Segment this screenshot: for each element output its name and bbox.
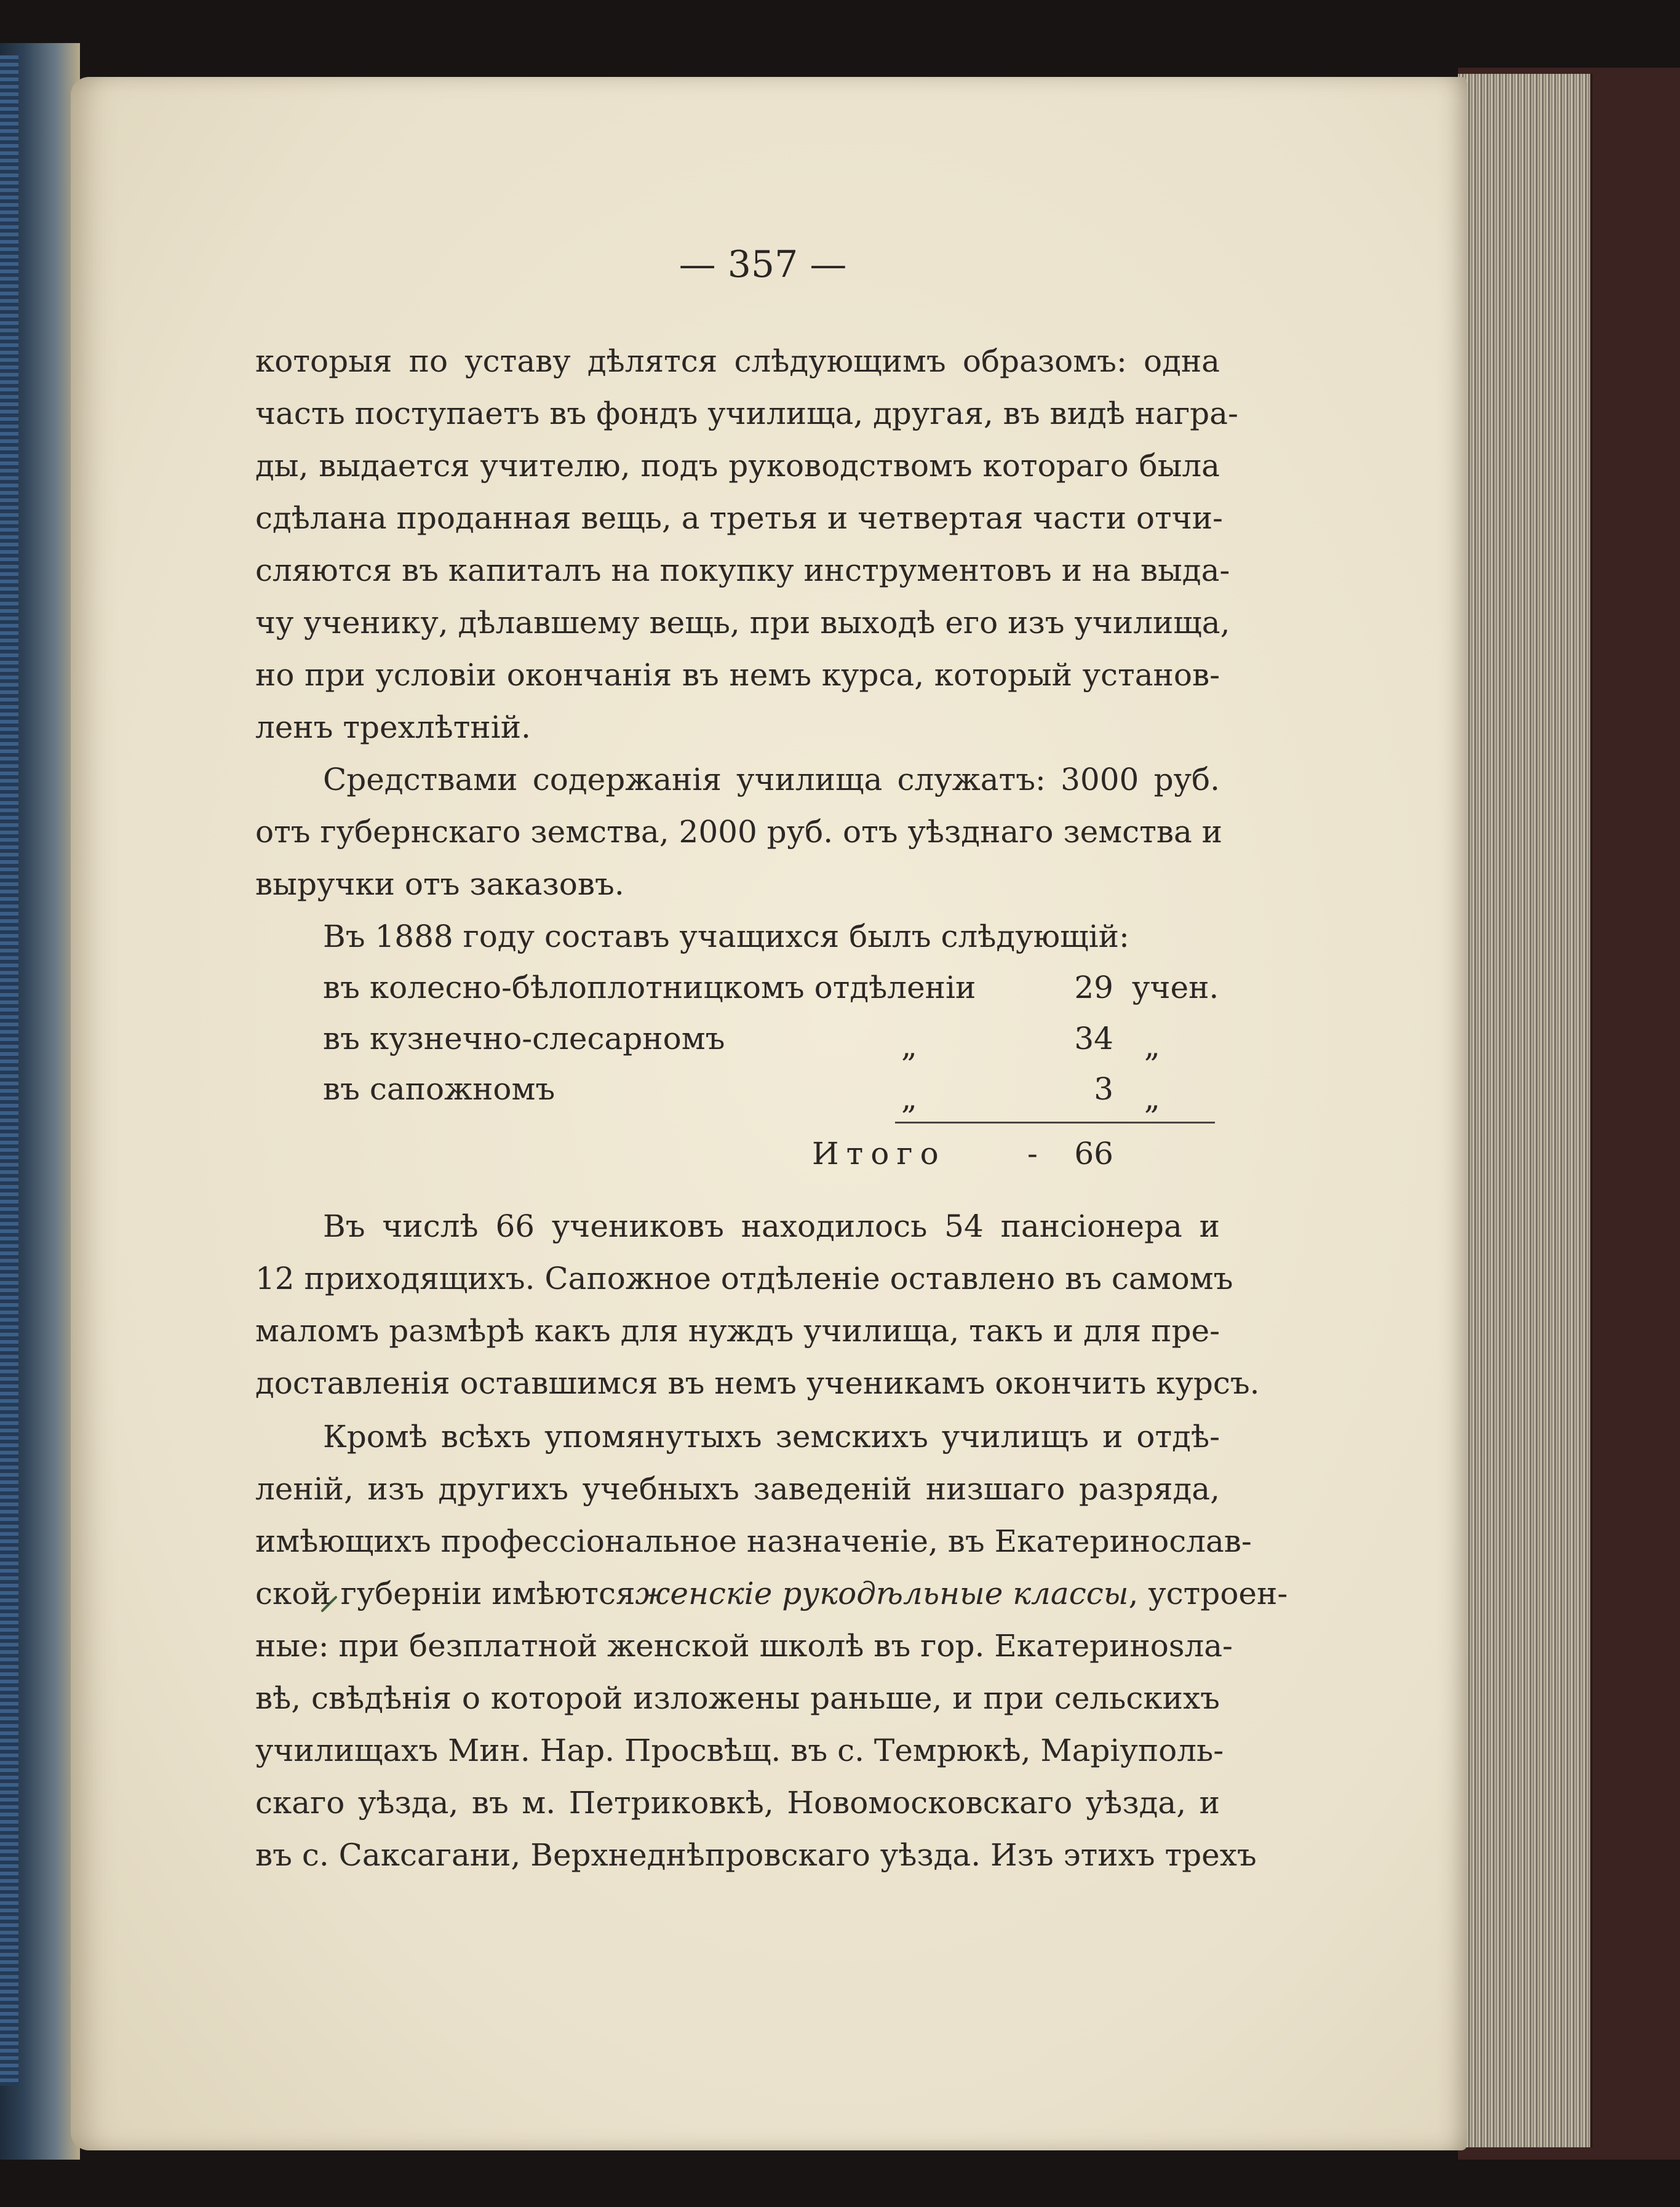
text-line: отъ губернскаго земства, 2000 руб. отъ уѣзднаго земства и	[255, 814, 1222, 850]
italic-phrase: женскіе рукодѣльные классы	[635, 1576, 1129, 1611]
text-line: Въ 1888 году составъ учащихся былъ слѣдующій:	[323, 919, 1129, 954]
text-line-with-italic	[255, 1569, 1288, 1618]
enrollment-row-count: 34	[1074, 1021, 1113, 1056]
enrollment-row-label: въ кузнечно-слесарномъ	[323, 1021, 725, 1056]
enrollment-row-ditto: „	[901, 1028, 917, 1064]
text-line: ленъ трехлѣтній.	[255, 709, 531, 745]
text-line: имѣющихъ профессіональное назначеніе, въ Екатеринослав-	[255, 1523, 1252, 1559]
text-line: леній, изъ другихъ учебныхъ заведеній низшаго разряда,	[255, 1471, 1220, 1507]
text-fragment: ской губерніи имѣются	[255, 1576, 635, 1611]
enrollment-row-unit: „	[1144, 1028, 1160, 1064]
text-line: сдѣлана проданная вещь, а третья и четвертая части отчи-	[255, 500, 1223, 536]
text-line: часть поступаетъ въ фондъ училища, другая, въ видѣ награ-	[255, 396, 1238, 431]
text-line: чу ученику, дѣлавшему вещь, при выходѣ его изъ училища,	[255, 605, 1230, 641]
enrollment-row-label: въ сапожномъ	[323, 1071, 555, 1107]
page-number: — 357 —	[679, 243, 847, 286]
text-line: 12 приходящихъ. Сапожное отдѣленіе оставлено въ самомъ	[255, 1261, 1233, 1296]
enrollment-row-count: 29	[1074, 970, 1113, 1005]
book-left-edge	[0, 43, 80, 2160]
enrollment-row-label: въ колесно-бѣлоплотницкомъ отдѣленіи	[323, 970, 976, 1005]
text-line: вѣ, свѣдѣнія о которой изложены раньше, и при сельскихъ	[255, 1680, 1220, 1716]
text-line: Кромѣ всѣхъ упомянутыхъ земскихъ училищъ и отдѣ-	[323, 1419, 1220, 1455]
text-fragment: , устроен-	[1128, 1576, 1288, 1611]
text-line: въ с. Саксагани, Верхнеднѣпровскаго уѣзда. Изъ этихъ трехъ	[255, 1837, 1257, 1873]
book-page-stack	[1458, 74, 1593, 2147]
enrollment-row-count: 3	[1094, 1071, 1113, 1107]
text-line: сляются въ капиталъ на покупку инструментовъ и на выда-	[255, 553, 1230, 588]
total-label: Итого	[812, 1136, 946, 1171]
total-dash: -	[1027, 1136, 1038, 1171]
text-line: маломъ размѣрѣ какъ для нуждъ училища, такъ и для пре-	[255, 1313, 1220, 1349]
text-line: но при условіи окончанія въ немъ курса, который установ-	[255, 657, 1220, 693]
text-line: доставленія оставшимся въ немъ ученикамъ окончить курсъ.	[255, 1365, 1260, 1401]
total-rule	[895, 1122, 1215, 1123]
text-line: выручки отъ заказовъ.	[255, 866, 624, 902]
enrollment-row-unit: учен.	[1132, 970, 1219, 1005]
text-line: которыя по уставу дѣлятся слѣдующимъ образомъ: одна	[255, 343, 1220, 379]
enrollment-row-unit: „	[1144, 1080, 1160, 1116]
text-line: Въ числѣ 66 учениковъ находилось 54 пансіонера и	[323, 1208, 1220, 1244]
enrollment-row-ditto: „	[901, 1080, 917, 1116]
text-line: ды, выдается учителю, подъ руководствомъ котораго была	[255, 448, 1220, 484]
total-value: 66	[1074, 1136, 1113, 1171]
text-line: скаго уѣзда, въ м. Петриковкѣ, Новомосковскаго уѣзда, и	[255, 1785, 1220, 1821]
text-line: училищахъ Мин. Нар. Просвѣщ. въ с. Темрюкѣ, Маріуполь-	[255, 1733, 1224, 1768]
text-line: ные: при безплатной женской школѣ въ гор. Екатеринosла-	[255, 1628, 1233, 1664]
text-line: Средствами содержанія училища служатъ: 3000 руб.	[323, 762, 1220, 797]
